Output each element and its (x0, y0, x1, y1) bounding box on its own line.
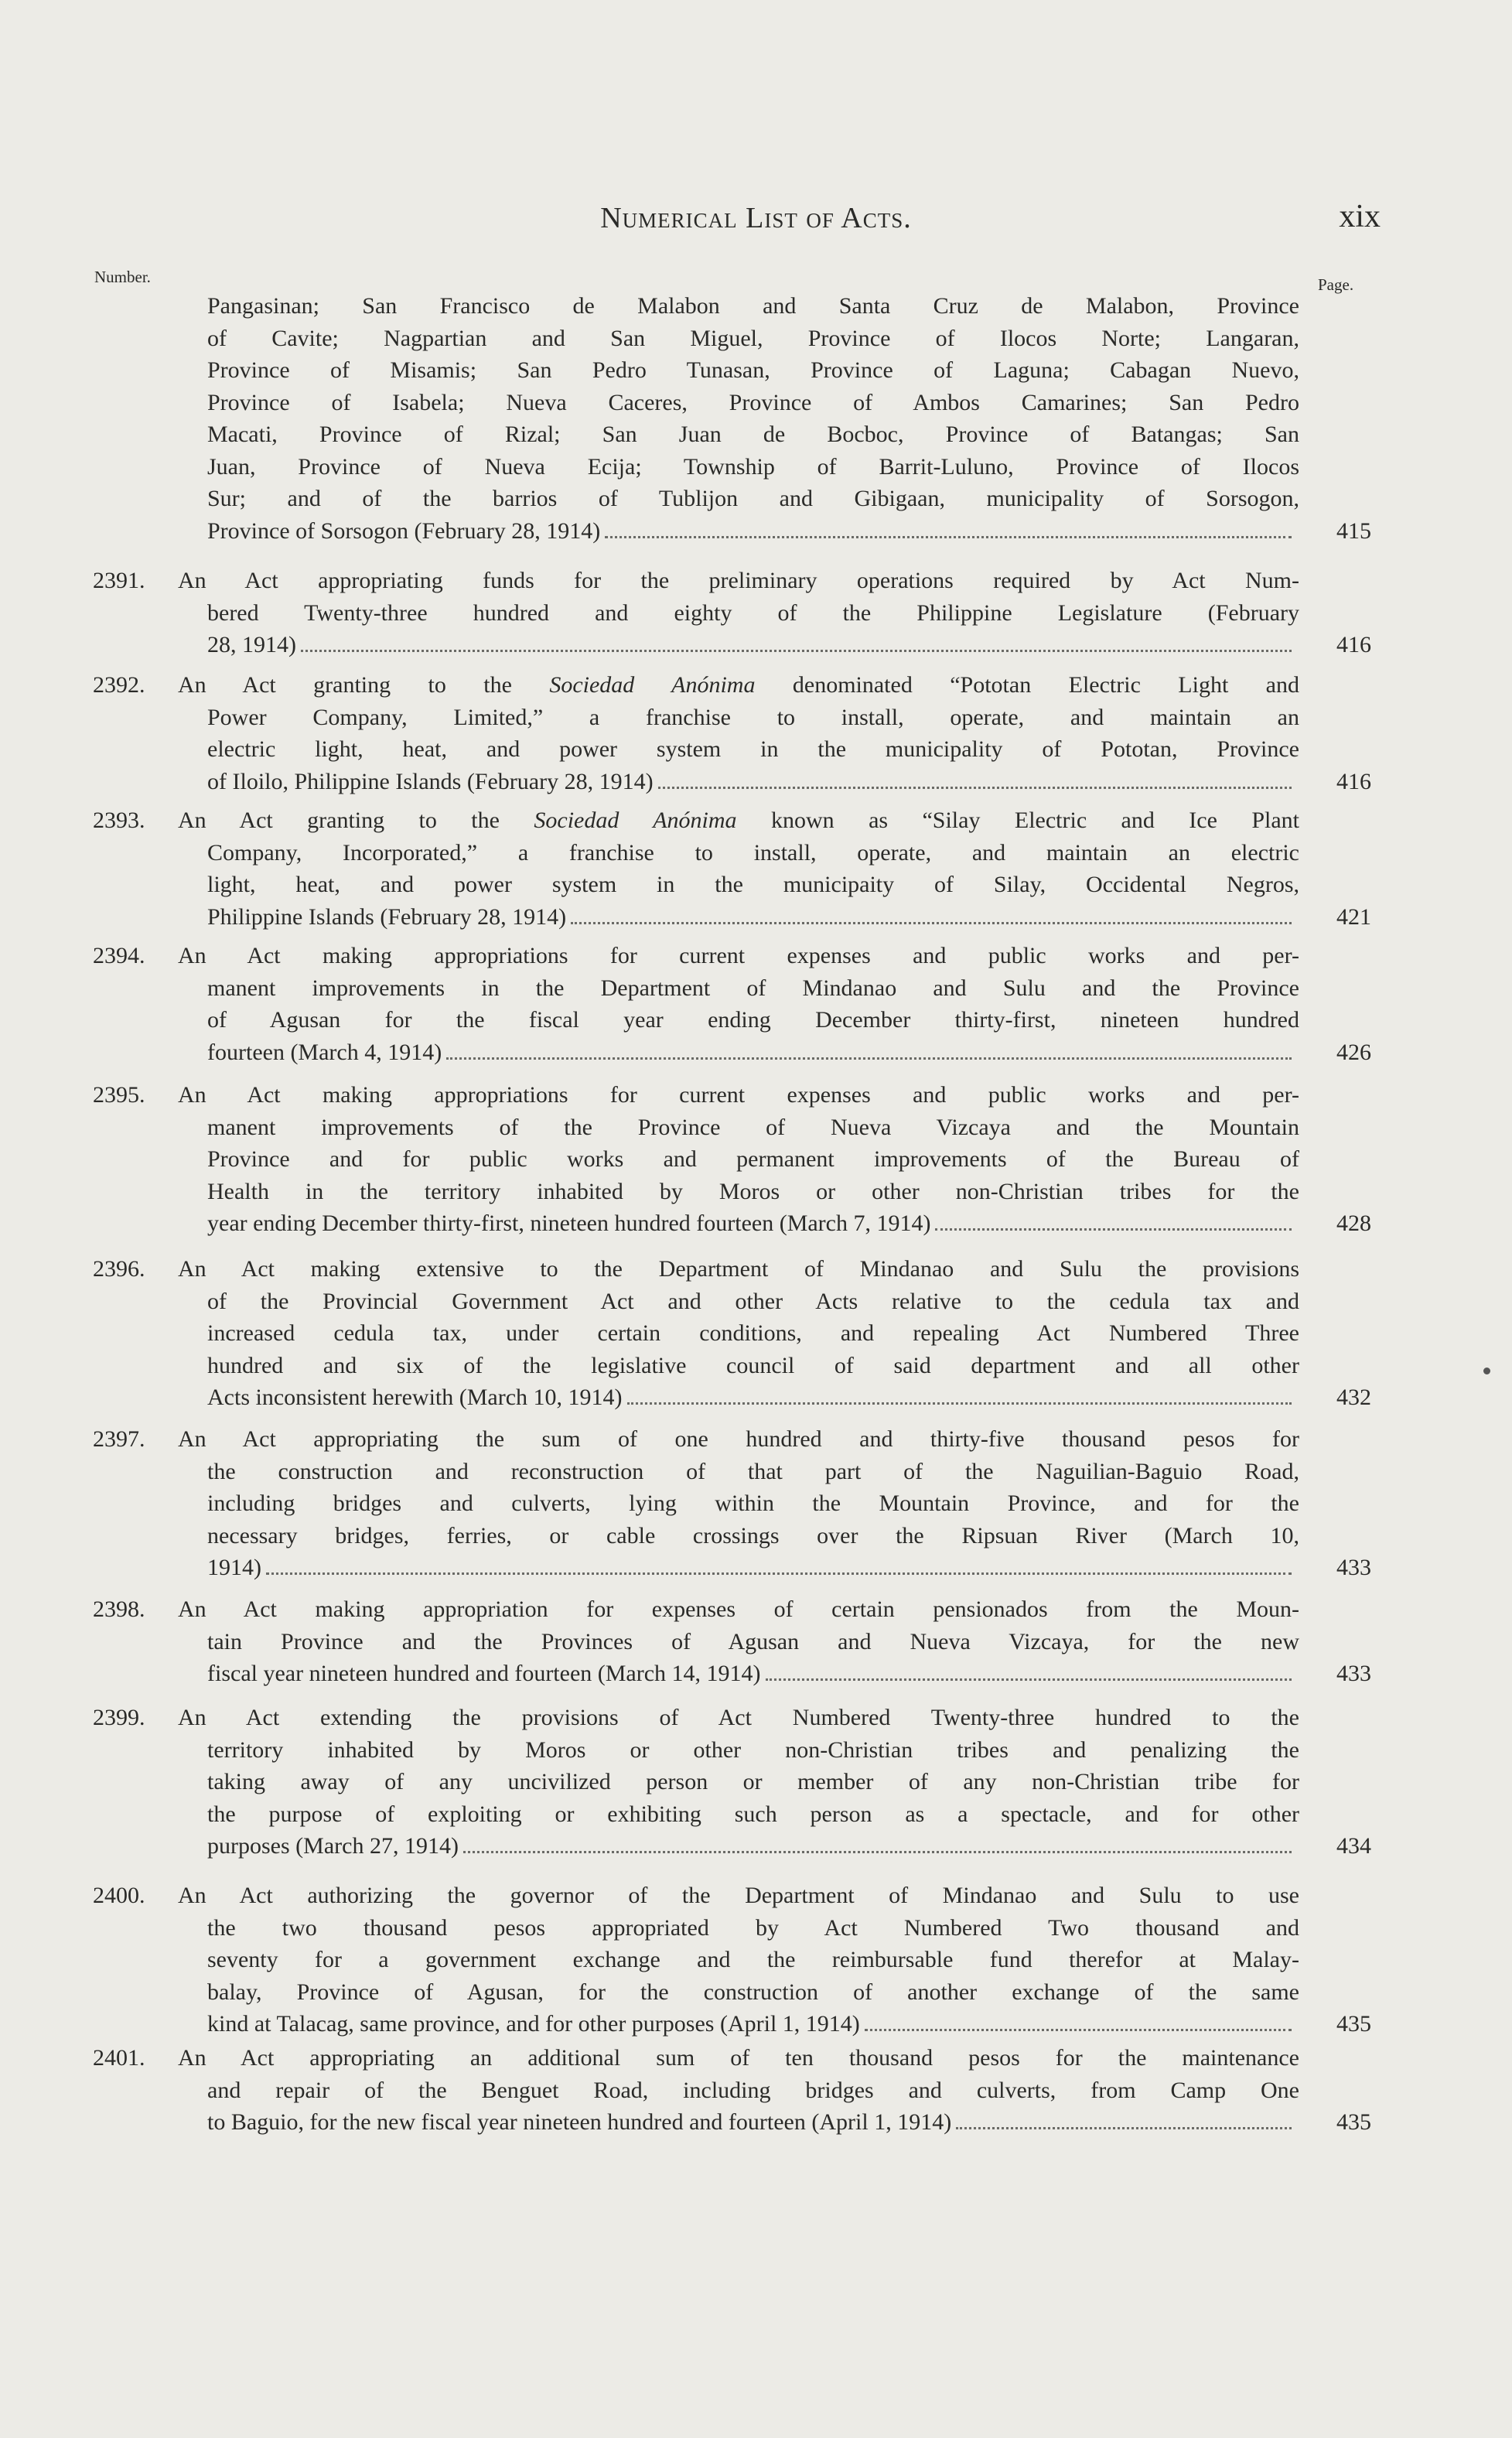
act-entry (93, 1423, 1371, 1584)
page-title: Numerical List of Acts. (600, 202, 912, 234)
act-text-line: An Act appropriating an additional sum of ten thousand pesos for the maintenance (178, 2045, 1299, 2071)
act-page-number: 435 (1336, 2011, 1371, 2037)
dot-leader (658, 787, 1292, 789)
page-column-label: Page. (1318, 275, 1354, 294)
act-date-text: Acts inconsistent herewith (March 10, 1914) (207, 1385, 623, 1410)
act-text-line: manent improvements in the Department of Mindanao and Sulu and the Province (207, 975, 1299, 1001)
act-date-text: 1914) (207, 1555, 261, 1580)
act-text-line: An Act making appropriations for current expenses and public works and per- (178, 1082, 1299, 1108)
number-column-label: Number. (94, 268, 151, 286)
act-last-line (178, 629, 1299, 661)
act-text-line: of Agusan for the fiscal year ending December thirty-first, nineteen hundred (207, 1007, 1299, 1033)
act-text-line: seventy for a government exchange and the reimbursable fund therefor at Malay- (207, 1947, 1299, 1972)
dot-leader (605, 536, 1292, 538)
dot-leader (865, 2029, 1292, 2031)
act-entry (93, 1079, 1371, 1240)
dot-leader (446, 1057, 1292, 1060)
act-text-line: Province of Misamis; San Pedro Tunasan, Province of Laguna; Cabagan Nuevo, (207, 357, 1299, 383)
act-number: 2393. (93, 808, 145, 833)
act-text-line: manent improvements of the Province of Nueva Vizcaya and the Mountain (207, 1114, 1299, 1140)
act-last-line (178, 901, 1299, 934)
act-date-text: kind at Talacag, same province, and for other purposes (April 1, 1914) (207, 2011, 860, 2037)
act-entry (93, 940, 1371, 1068)
italic-term: Sociedad Anónima (534, 808, 737, 833)
dot-leader (571, 922, 1292, 924)
act-text-line: Pangasinan; San Francisco de Malabon and Santa Cruz de Malabon, Province (207, 293, 1299, 319)
act-page-number: 416 (1336, 768, 1371, 794)
act-text-line: balay, Province of Agusan, for the construction of another exchange of the same (207, 1979, 1299, 2005)
act-number: 2397. (93, 1426, 145, 1452)
margin-speck (1483, 1368, 1490, 1374)
dot-leader (766, 1678, 1292, 1681)
dot-leader (627, 1402, 1292, 1405)
act-text-line: and repair of the Benguet Road, including bridges and culverts, from Camp One (207, 2077, 1299, 2103)
act-text-line: Macati, Province of Rizal; San Juan de Bocboc, Province of Batangas; San (207, 422, 1299, 447)
act-number: 2400. (93, 1883, 145, 1908)
act-date-text: to Baguio, for the new fiscal year nineteen hundred and fourteen (April 1, 1914) (207, 2109, 952, 2135)
act-entry (93, 1880, 1371, 2040)
dot-leader (956, 2127, 1292, 2129)
act-text-line: An Act appropriating the sum of one hundred and thirty-five thousand pesos for (178, 1426, 1299, 1452)
act-date-text: fourteen (March 4, 1914) (207, 1039, 442, 1065)
act-last-line (178, 2106, 1299, 2139)
act-number: 2398. (93, 1596, 145, 1622)
act-text-line: An Act making appropriation for expenses of certain pensionados from the Moun- (178, 1596, 1299, 1622)
act-page-number: 421 (1336, 903, 1371, 930)
page-number: xix (1339, 199, 1381, 234)
act-page-number: 426 (1336, 1039, 1371, 1065)
act-text-line: Province of Isabela; Nueva Caceres, Province of Ambos Camarines; San Pedro (207, 389, 1299, 415)
act-text-line: An Act granting to the Sociedad Anónima denominated “Pototan Electric Light and (178, 672, 1299, 698)
act-text-line: An Act making appropriations for current expenses and public works and per- (178, 943, 1299, 968)
act-number: 2396. (93, 1256, 145, 1282)
act-text-line: necessary bridges, ferries, or cable crossings over the Ripsuan River (March 10, (207, 1522, 1299, 1549)
act-entry (93, 804, 1371, 933)
act-last-line (178, 515, 1299, 548)
act-last-line (178, 2008, 1299, 2040)
dot-leader (935, 1228, 1292, 1231)
act-text-line: the purpose of exploiting or exhibiting such person as a spectacle, and for other (207, 1801, 1299, 1827)
italic-term: Sociedad Anónima (549, 672, 756, 698)
act-date-text: of Iloilo, Philippine Islands (February 28, 1914) (207, 768, 654, 794)
act-text-line: Power Company, Limited,” a franchise to install, operate, and maintain an (207, 704, 1299, 730)
act-text-line: of the Provincial Government Act and other Acts relative to the cedula tax and (207, 1288, 1299, 1314)
act-entry (93, 669, 1371, 797)
dot-leader (266, 1572, 1292, 1575)
act-last-line (178, 1552, 1299, 1584)
act-entry (93, 565, 1371, 661)
act-page-number: 428 (1336, 1210, 1371, 1236)
act-text-line: Company, Incorporated,” a franchise to install, operate, and maintain an electric (207, 839, 1299, 866)
act-page-number: 416 (1336, 632, 1371, 657)
act-last-line (178, 1207, 1299, 1240)
act-number: 2391. (93, 568, 145, 593)
dot-leader (301, 650, 1292, 652)
act-date-text: fiscal year nineteen hundred and fourteen (March 14, 1914) (207, 1661, 761, 1686)
act-text-line: light, heat, and power system in the municipaity of Silay, Occidental Negros, (207, 872, 1299, 897)
act-date-text: Philippine Islands (February 28, 1914) (207, 903, 567, 930)
act-text-line: of Cavite; Nagpartian and San Miguel, Province of Ilocos Norte; Langaran, (207, 325, 1299, 351)
act-text-line: electric light, heat, and power system in the municipality of Pototan, Province (207, 736, 1299, 762)
act-text-line: An Act extending the provisions of Act Numbered Twenty-three hundred to the (178, 1705, 1299, 1730)
act-last-line (178, 1381, 1299, 1414)
act-last-line (178, 1036, 1299, 1069)
act-number: 2392. (93, 672, 145, 698)
act-date-text: purposes (March 27, 1914) (207, 1833, 459, 1859)
act-last-line (178, 766, 1299, 798)
act-text-line: bered Twenty-three hundred and eighty of the Philippine Legislature (February (207, 599, 1299, 626)
act-entry (93, 1253, 1371, 1414)
act-entry (178, 290, 1371, 547)
act-text-line: Health in the territory inhabited by Moros or other non-Christian tribes for the (207, 1178, 1299, 1204)
act-last-line (178, 1830, 1299, 1863)
act-page-number: 432 (1336, 1385, 1371, 1410)
act-last-line (178, 1658, 1299, 1690)
act-date-text: year ending December thirty-first, nineteen hundred fourteen (March 7, 1914) (207, 1210, 931, 1236)
act-text-line: increased cedula tax, under certain conditions, and repealing Act Numbered Three (207, 1320, 1299, 1346)
act-text-line: Sur; and of the barrios of Tublijon and Gibigaan, municipality of Sorsogon, (207, 486, 1299, 511)
act-date-text: 28, 1914) (207, 632, 296, 657)
act-page-number: 435 (1336, 2109, 1371, 2135)
act-entry (93, 1702, 1371, 1863)
act-text-line: Juan, Province of Nueva Ecija; Township of Barrit-Luluno, Province of Ilocos (207, 453, 1299, 480)
act-text-line: the two thousand pesos appropriated by Act Numbered Two thousand and (207, 1914, 1299, 1941)
act-text-line: hundred and six of the legislative council of said department and all other (207, 1352, 1299, 1378)
act-text-line: An Act appropriating funds for the preliminary operations required by Act Num- (178, 568, 1299, 593)
act-entry (93, 1593, 1371, 1690)
dot-leader (463, 1851, 1292, 1853)
act-text-line: An Act granting to the Sociedad Anónima known as “Silay Electric and Ice Plant (178, 808, 1300, 833)
act-page-number: 434 (1336, 1833, 1371, 1859)
act-text-line: taking away of any uncivilized person or member of any non-Christian tribe for (207, 1769, 1299, 1794)
act-text-line: Province and for public works and permanent improvements of the Bureau of (207, 1146, 1299, 1172)
act-date-text: Province of Sorsogon (February 28, 1914) (207, 517, 601, 544)
act-page-number: 433 (1336, 1555, 1371, 1580)
act-text-line: territory inhabited by Moros or other non-Christian tribes and penalizing the (207, 1736, 1299, 1763)
act-page-number: 433 (1336, 1661, 1371, 1686)
act-text-line: tain Province and the Provinces of Agusan and Nueva Vizcaya, for the new (207, 1628, 1299, 1654)
act-number: 2395. (93, 1082, 145, 1108)
act-page-number: 415 (1336, 517, 1371, 544)
act-number: 2401. (93, 2045, 145, 2071)
act-text-line: including bridges and culverts, lying within the Mountain Province, and for the (207, 1490, 1299, 1516)
act-number: 2394. (93, 943, 145, 968)
act-entry (93, 2042, 1371, 2139)
act-text-line: An Act making extensive to the Department of Mindanao and Sulu the provisions (178, 1256, 1299, 1282)
act-text-line: An Act authorizing the governor of the Department of Mindanao and Sulu to use (178, 1883, 1299, 1908)
act-number: 2399. (93, 1705, 145, 1730)
act-text-line: the construction and reconstruction of that part of the Naguilian-Baguio Road, (207, 1458, 1299, 1484)
